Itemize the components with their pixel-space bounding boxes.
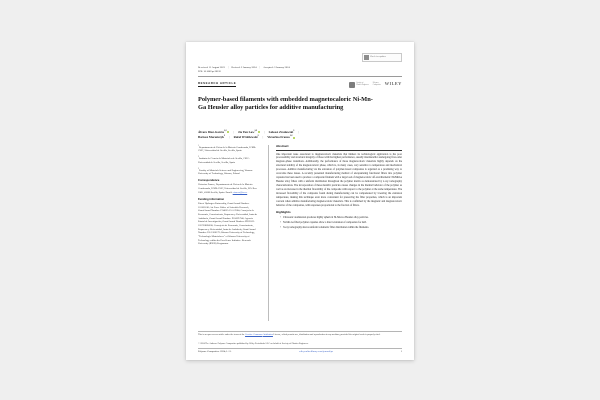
orcid-icon[interactable] — [258, 131, 260, 133]
received-date: Received: 11 August 2023 — [198, 66, 225, 69]
doi-text[interactable]: DOI: 10.1002/pc.28126 — [198, 70, 221, 73]
highlights-list — [276, 216, 402, 231]
article-type-row — [198, 79, 402, 90]
correspondence-email-link[interactable]: vfranco@us.es — [232, 190, 248, 194]
list-item: • Ultrasonic atomization produces highly spherical Ni-Mn-Ga Heusler alloy particles. — [280, 216, 402, 220]
open-access-statement: This is an open access article under the terms of the Creative Commons Attribution License, which permits use, distribution and reproduction in any medium, provided the original work is properly cited. — [198, 334, 381, 336]
correspondence-text: Victorino Franco, Departamento de Física de la Materia Condensada, ICMS-CSIC, Universidad de Sevilla, P.O. Box 1065, 41080 Sevilla, Spain. Email: vfranco@us.es — [198, 183, 257, 194]
check-for-updates-badge[interactable] — [362, 53, 402, 62]
author-item[interactable]: Victorino Franco$^{1,2}$ — [267, 135, 295, 139]
refresh-icon — [364, 55, 369, 60]
creative-commons-link[interactable]: Creative Commons — [245, 334, 263, 336]
orcid-icon[interactable] — [227, 131, 229, 133]
author-item[interactable]: Álvaro Díaz-García$^{1,2}$ — [198, 130, 229, 134]
spe-logo-icon — [349, 82, 355, 88]
page-title: Polymer-based filaments with embedded magnetocaloric Ni-Mn-Ga Heusler alloy particles for additive manufacturing — [198, 96, 373, 112]
affiliation-item: $^2$Instituto de Ciencia de Materiales de Sevilla, CSIC-Universidad de Sevilla, Sevilla, Spain — [198, 156, 250, 164]
left-column — [198, 145, 260, 249]
author-item[interactable]: Lukasz Zrodowski$^3$ — [268, 130, 295, 135]
page-number: 1 — [400, 350, 402, 353]
email-label: Email: — [225, 190, 233, 194]
publisher-logos — [349, 79, 402, 90]
orcid-icon[interactable] — [293, 137, 295, 139]
author-item[interactable]: Jia Yan Law$^{1,2}$ — [238, 130, 260, 134]
author-list: Álvaro Díaz-García$^{1,2}$ | Jia Yan Law$^{1,2}$ | Lukasz Zrodowski$^3$ | Bartosz Morończyk$^3$ | Rafał Wróblewski$^3$ | Victorino Franco$^{1,2}$ — [198, 130, 299, 140]
check-for-updates-label: Check for updates — [370, 56, 386, 59]
affiliation-item: $^3$Faculty of Materials Science and Engineering, Warsaw University of Technology, Warsaw, Poland — [198, 167, 253, 176]
article-type-label: RESEARCH ARTICLE — [198, 82, 236, 87]
correspondence-heading: Correspondence — [198, 179, 220, 183]
accepted-date: Accepted: 3 January 2024 — [263, 66, 290, 69]
list-item: • Ni-Mn-Ga filled polymer capsules allow a direct extrusion of composites for AM. — [280, 221, 402, 225]
footer-citation-row — [198, 350, 402, 353]
right-column — [276, 145, 402, 232]
list-item: • X-ray tomography shows uniform volumetric filler distribution within the filaments. — [280, 226, 402, 230]
page-content — [198, 53, 402, 353]
highlights-heading: Highlights — [276, 209, 291, 214]
article-dateline — [198, 66, 402, 70]
journal-citation: Polymer Composites. 2024;1–11. — [198, 350, 232, 353]
affiliation-item: $^1$Departamento de Física de la Materia Condensada, ICMS-CSIC, Universidad de Sevilla, Sevilla, Spain — [198, 145, 257, 153]
dateline-separator-1: | — [227, 65, 229, 69]
revised-date: Revised: 2 January 2024 — [231, 66, 257, 69]
society-logo-spe — [349, 82, 368, 88]
abstract-text: One important issue associated to magnetocaloric materials that hinders its technological application is the poor processability and structural integrity of those with the highest performance, usually intermetallics undergoing first-order magneto-phase transitions. Additionally, the performance of these magnetocaloric materials highly depends on the structural stability of the magnetocaloric phase, which is, in many cases, very sensitive to temperature and mechanical processes. Additive manufacturing via the extrusion of polymer-based composites is regarded as a promising way to overcome these issues. A recently presented manufacturing method of encapsulating functional fillers into polymer capsules has been used to produce a composite filament with a large load of magnetocaloric off-stoichiometric Ni2MnGa Heusler alloy fillers with a uniform distribution throughout the polymer matrix as demonstrated by x-ray tomography characterization. The incorporation of these metallic particles causes changes in the thermal behavior of the polymer as well as an increase in the thermal flowability of the composite with respect to the polymer at the same temperature. The increased flowability of the composite found during manufacturing can be compensated by lowering the extrusion temperature, making this technique even more convenient for preserving the filler properties, which is an important concern when additive manufacturing magnetocaloric materials. This is confirmed by the magnetic and magnetocaloric behavior of the composites, with responses proportional to the fraction of fillers. — [276, 152, 402, 207]
dateline-separator-2: | — [259, 65, 261, 69]
funding-text: Direct Hydrogen Partnership, Grant/Award Number: 101101616; Air Force Office of Scientific Research, Grant/Award Number: FA8655-21-1-7004; Consejería de Economía, Conocimiento, Empresas y Universidad, Junta de Andalucía, Grant/Award Number: P18-RT-746; Agencia Estatal de Investigación, Grant/Award Number: PID2019-105720RB-I00; Consejería de Economía, Conocimiento, Empresas y Universidad, Junta de Andalucía, Grant/Award Number: US-1260179; Warsaw University of Technology, "Technologie Materiałowe" of Warsaw University of Technology within the Excellence Initiative: Research University (IDUB) Programme — [198, 202, 258, 246]
document-page[interactable] — [186, 42, 414, 360]
body-columns — [198, 145, 402, 327]
journal-url-link[interactable]: wileyonlinelibrary.com/journal/pc — [299, 350, 334, 353]
attribution-link[interactable]: Attribution — [262, 334, 273, 336]
author-item[interactable]: Bartosz Morończyk$^3$ — [198, 135, 226, 140]
society-logo-polymer-composites — [373, 83, 381, 87]
wiley-logo: WILEY — [384, 81, 402, 87]
author-item[interactable]: Rafał Wróblewski$^3$ — [233, 135, 259, 140]
spe-logo-text: Society of Plastics Engineers — [356, 81, 369, 86]
polymer-composites-logo-text: Polymer Composites — [372, 81, 381, 86]
abstract-heading: Abstract — [276, 145, 402, 151]
copyright-statement: © 2024 The Authors. Polymer Composites published by Wiley Periodicals LLC on behalf of Society of Plastics Engineers. — [198, 343, 309, 345]
funding-heading: Funding information — [198, 197, 225, 201]
